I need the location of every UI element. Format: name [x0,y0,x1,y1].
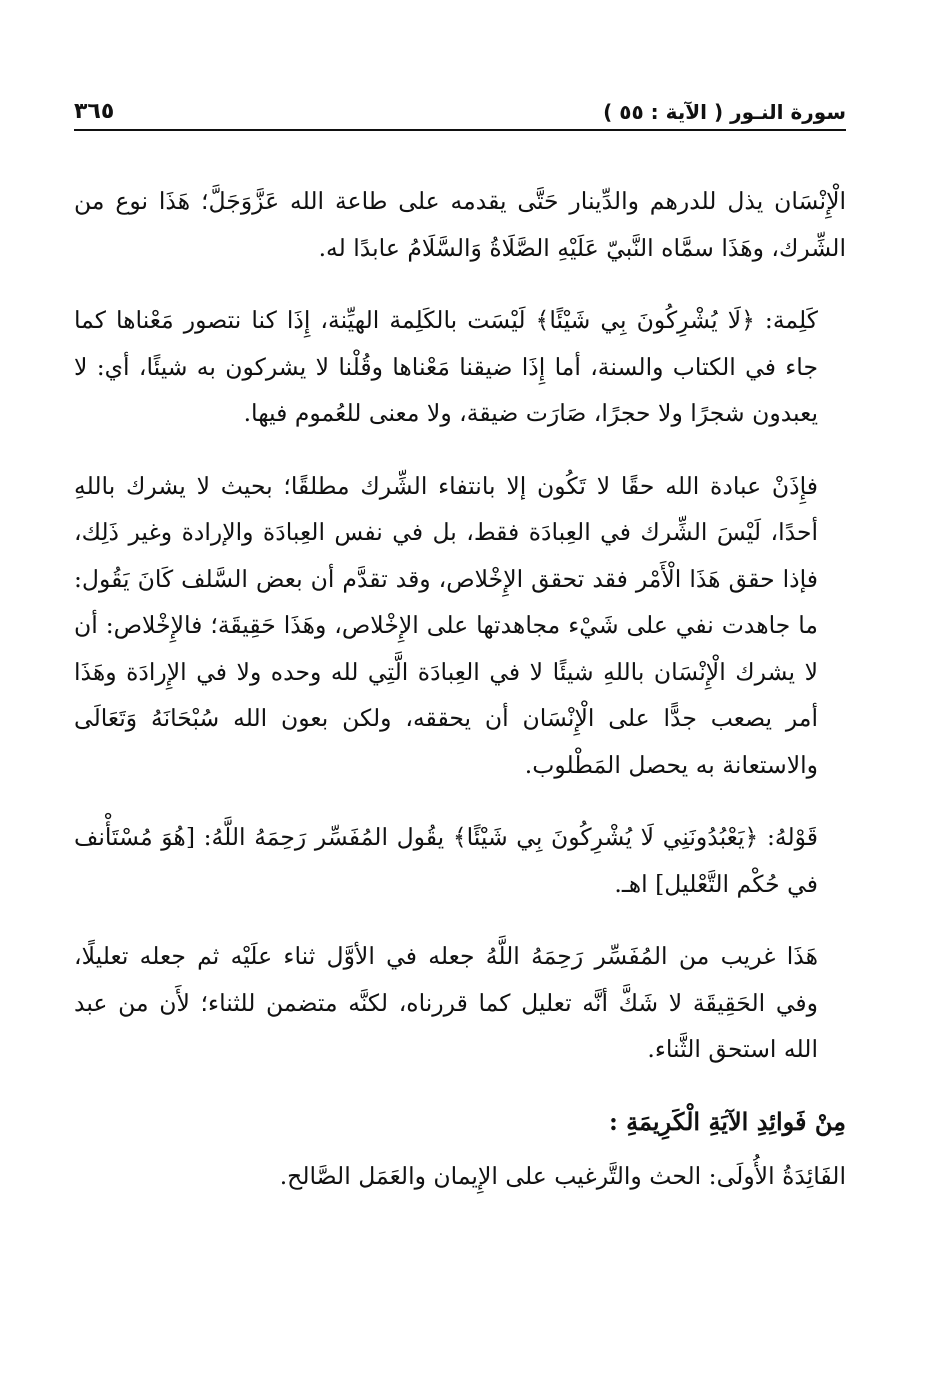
paragraph-5: هَذَا غريب من المُفَسِّر رَحِمَهُ اللَّهُ جعله في الأوَّل ثناء علَيْه ثم جعله تعليلًا، وفي الحَقِيقَة لا شَكَّ أنَّه تعليل كما قررناه، لكنَّه متضمن للثناء؛ لأَن من عبد الله استحق الثَّناء. [74,942,818,1063]
page-header [74,92,846,126]
benefit-item-1: الفَائِدَةُ الأُولَى: الحث والتَّرغيب على الإِيمان والعَمَل الصَّالح. [279,1161,846,1190]
paragraph-3: فإِذَنْ عبادة الله حقًا لا تَكُون إلا بانتفاء الشِّرك مطلقًا؛ بحيث لا يشرك باللهِ أحدًا، لَيْسَ الشِّرك في العِبادَة فقط، بل في نفس العِبادَة والإرادة وغير ذَلِك، فإذا حقق هَذَا الْأَمْر فقد تحقق الإِخْلاص، وقد تقدَّم أن بعض السَّلف كَانَ يَقُول: ما جاهدت نفي على شَيْء مجاهدتها على الإِخْلاص، وهَذَا حَقِيقَة؛ فالإِخْلاص: أن لا يشرك الْإِنْسَان باللهِ شيئًا لا في العِبادَة الَّتِي لله وحده ولا في الإِرادَة وهَذَا أمر يصعب جدًّا على الْإِنْسَان أن يحققه، ولكن بعون الله سُبْحَانَهُ وَتَعَالَى والاستعانة به يحصل المَطْلوب. [74,471,818,779]
section-heading: مِنْ فَوائِدِ الآيَةِ الْكَرِيمَةِ : [608,1106,846,1136]
paragraph-1: الْإِنْسَان يذل للدرهم والدِّينار حَتَّى يقدمه على طاعة الله عَزَّوَجَلَّ؛ هَذَا نوع من الشِّرك، وهَذَا سمَّاه النَّبيّ عَلَيْهِ الصَّلَاةُ وَالسَّلَامُ عابدًا له. [74,187,846,262]
page-body [74,178,846,1199]
paragraph-4: قَوْلهُ: ﴿يَعْبُدُونَنِي لَا يُشْرِكُونَ بِي شَيْئًا﴾ يقُول المُفَسِّر رَحِمَهُ اللَّهُ: [هُوَ مُسْتَأْنف في حُكْم التَّعْليل] اهـ. [74,823,818,898]
page-number: ٣٦٥ [74,99,115,124]
running-title: سورة النـور ( الآية : ٥٥ ) [603,100,846,124]
header-divider [74,129,846,131]
paragraph-2: كَلِمة: ﴿لَا يُشْرِكُونَ بِي شَيْئًا﴾ لَيْسَت بالكَلِمة الهيِّنة، إِذَا كنا نتصور مَعْناها كما جاء في الكتاب والسنة، أما إِذَا ضيقنا مَعْناها وقُلْنا لا يشركون به شيئًا، أي: لا يعبدون شجرًا ولا حجرًا، صَارَت ضيقة، ولا معنى للعُموم فيها. [74,306,818,427]
